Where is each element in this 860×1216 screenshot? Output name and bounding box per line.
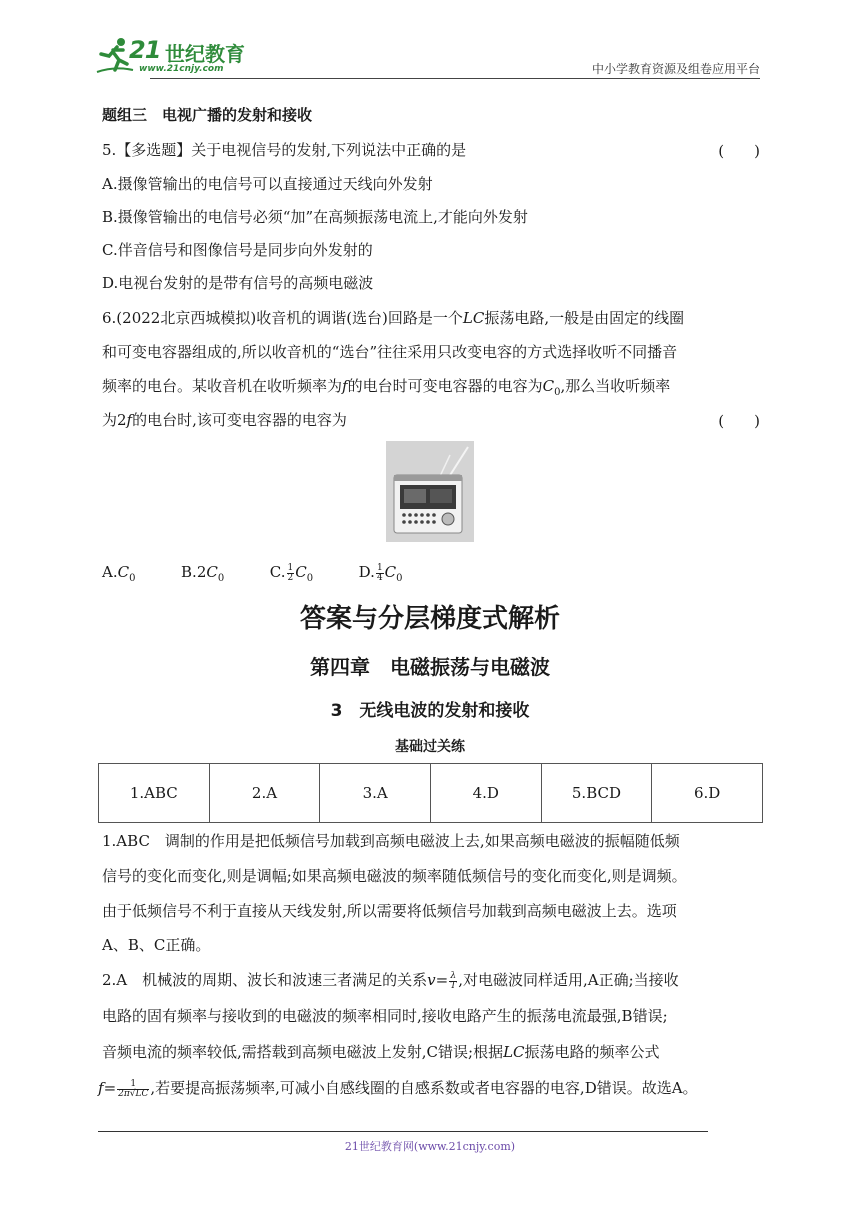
answer-cell: 6.D bbox=[652, 764, 763, 823]
answer-table bbox=[98, 763, 763, 823]
exp1-line-1: 1.ABC 调制的作用是把低频信号加载到高频电磁波上去,如果高频电磁波的振幅随低频 bbox=[102, 832, 680, 850]
site-logo bbox=[95, 34, 265, 78]
q5-option-d: D.电视台发射的是带有信号的高频电磁波 bbox=[102, 274, 374, 292]
table-row bbox=[99, 764, 763, 823]
q6-option-b: $B.2C_0$ bbox=[181, 563, 225, 584]
answer-title: 答案与分层梯度式解析 bbox=[299, 604, 560, 634]
exp2-line-3: 音频电流的频率较低,需搭载到高频电磁波上发射,C错误;根据LC振荡电路的频率公式 bbox=[102, 1043, 660, 1061]
q5-stem: 5.【多选题】关于电视信号的发射,下列说法中正确的是 bbox=[102, 141, 467, 159]
radio-image bbox=[386, 441, 474, 542]
header-divider bbox=[150, 78, 760, 79]
q5-option-c: C.伴音信号和图像信号是同步向外发射的 bbox=[102, 241, 373, 259]
answer-cell: 3.A bbox=[320, 764, 431, 823]
practice-title: 基础过关练 bbox=[395, 739, 465, 755]
q6-line-3: 频率的电台。某收音机在收听频率为f的电台时可变电容器的电容为$C_0$,那么当收听频率 bbox=[102, 377, 671, 398]
q5-answer-paren: ( ) bbox=[718, 142, 760, 160]
q5-option-a: A.摄像管输出的电信号可以直接通过天线向外发射 bbox=[102, 175, 433, 193]
exp2-line-2: 电路的固有频率与接收到的电磁波的频率相同时,接收电路产生的振荡电流最强,B错误; bbox=[102, 1007, 668, 1025]
exp1-line-3: 由于低频信号不利于直接从天线发射,所以需要将低频信号加载到高频电磁波上去。选项 bbox=[102, 902, 677, 920]
exp2-line-4: f= $\frac{1}{2\pi√LC}$ ,若要提高振荡频率,可减小自感线圈的自感系数或者电容器的电容,D错误。故选A。 bbox=[98, 1078, 698, 1099]
q6-answer-paren: ( ) bbox=[718, 412, 760, 430]
chapter-title: 第四章 电磁振荡与电磁波 bbox=[310, 655, 550, 679]
answer-cell: 4.D bbox=[430, 764, 541, 823]
logo-text: 世纪教育 bbox=[165, 42, 245, 66]
q5-option-b: B.摄像管输出的电信号必须“加”在高频振荡电流上,才能向外发射 bbox=[102, 208, 528, 226]
logo-number: 21 bbox=[129, 36, 161, 64]
exp2-line-1: 2.A 机械波的周期、波长和波速三者满足的关系v= $\frac{\lambda}{T}$ ,对电磁波同样适用,A正确;当接收 bbox=[102, 970, 679, 991]
page-header bbox=[95, 34, 760, 80]
q6-option-d: D. $\frac{1}{4}$ $C_0$ bbox=[358, 562, 403, 584]
q6-option-c: C. $\frac{1}{2}$ $C_0$ bbox=[269, 562, 314, 584]
answer-cell: 2.A bbox=[209, 764, 320, 823]
logo-url: www.21cnjy.com bbox=[139, 64, 224, 74]
footer-divider bbox=[98, 1131, 708, 1132]
answer-cell: 5.BCD bbox=[541, 764, 652, 823]
q6-line-1: 6.(2022北京西城模拟)收音机的调谐(选台)回路是一个LC振荡电路,一般是由固定的线圈 bbox=[102, 309, 685, 327]
exp1-line-4: A、B、C正确。 bbox=[102, 936, 211, 954]
exp1-line-2: 信号的变化而变化,则是调幅;如果高频电磁波的频率随低频信号的变化而变化,则是调频。 bbox=[102, 867, 687, 885]
q6-option-a: $A.C_0$ bbox=[102, 563, 136, 584]
footer-text: 21世纪教育网(www.21cnjy.com) bbox=[344, 1140, 516, 1153]
q6-line-2: 和可变电容器组成的,所以收音机的“选台”往往采用只改变电容的方式选择收听不同播音 bbox=[102, 343, 678, 361]
answer-cell: 1.ABC bbox=[99, 764, 210, 823]
platform-name: 中小学教育资源及组卷应用平台 bbox=[591, 62, 760, 76]
q6-line-4: 为2f的电台时,该可变电容器的电容为 bbox=[102, 411, 347, 429]
lesson-title: 3 无线电波的发射和接收 bbox=[330, 701, 530, 721]
q6-options bbox=[102, 562, 403, 589]
section-title: 题组三 电视广播的发射和接收 bbox=[102, 106, 313, 124]
